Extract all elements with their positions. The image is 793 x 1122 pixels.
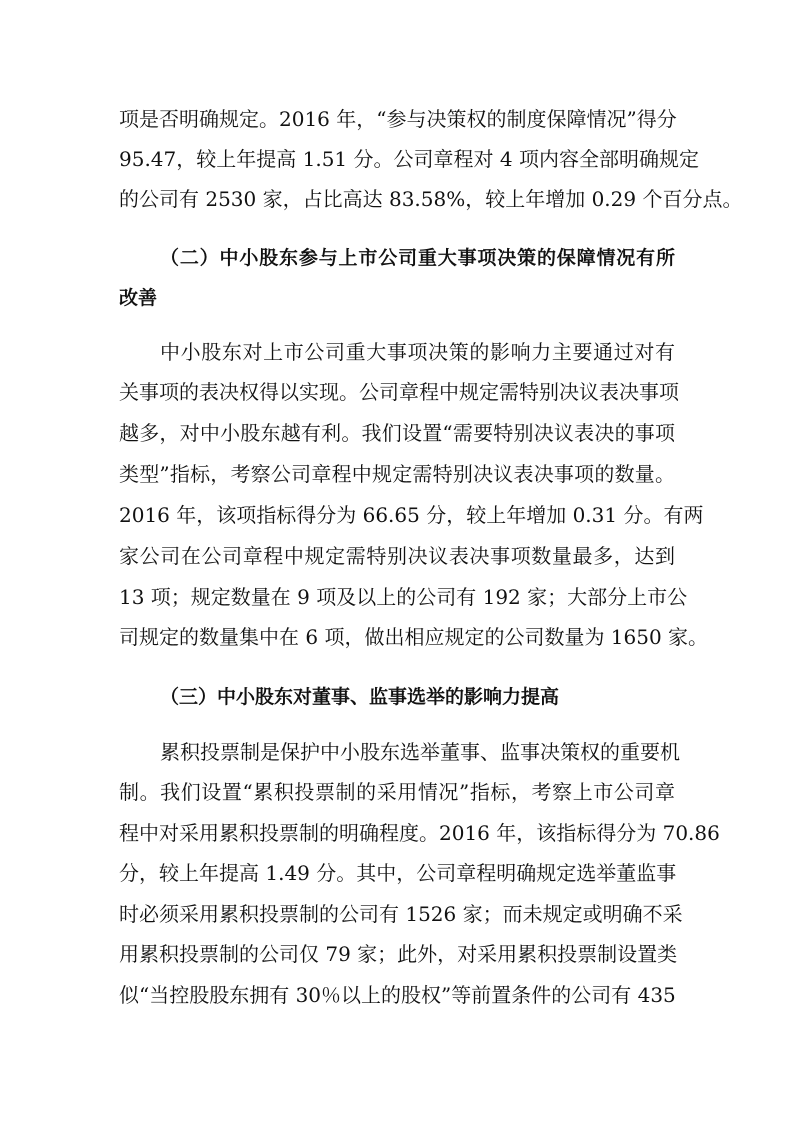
text-line: 越多，对中小股东越有利。我们设置“需要特别决议表决的事项 [119,421,675,445]
text-line: 2016 年，该项指标得分为 66.65 分，较上年增加 0.31 分。有两 [119,503,704,527]
heading-line: （三）中小股东对董事、监事选举的影响力提高 [160,686,560,708]
text-line: 13 项；规定数量在 9 项及以上的公司有 192 家；大部分上市公 [119,585,688,609]
text-line: 的公司有 2530 家，占比高达 83.58%，较上年增加 0.29 个百分点。 [119,187,743,211]
text-line: 95.47，较上年提高 1.51 分。公司章程对 4 项内容全部明确规定 [119,147,699,171]
text-line: 关事项的表决权得以实现。公司章程中规定需特别决议表决事项 [119,380,679,404]
text-line: 中小股东对上市公司重大事项决策的影响力主要通过对有 [160,340,675,364]
text-line: 分，较上年提高 1.49 分。其中，公司章程明确规定选举董监事 [119,861,677,885]
text-line: 用累积投票制的公司仅 79 家；此外，对采用累积投票制设置类 [119,942,678,966]
text-line: 类型”指标，考察公司章程中规定需特别决议表决事项的数量。 [119,462,675,486]
text-line: 累积投票制是保护中小股东选举董事、监事决策权的重要机 [160,740,680,764]
heading-line: （二）中小股东参与上市公司重大事项决策的保障情况有所 [160,247,675,269]
text-line: 时必须采用累积投票制的公司有 1526 家；而未规定或明确不采 [119,902,683,926]
text-line: 似“当控股股东拥有 30％以上的股权”等前置条件的公司有 435 [119,983,676,1007]
text-line: 司规定的数量集中在 6 项，做出相应规定的公司数量为 1650 家。 [119,625,709,649]
text-line: 程中对采用累积投票制的明确程度。2016 年，该指标得分为 70.86 [119,821,720,845]
heading-line: 改善 [119,287,158,309]
text-line: 制。我们设置“累积投票制的采用情况”指标，考察上市公司章 [119,780,675,804]
text-line: 项是否明确规定。2016 年，“参与决策权的制度保障情况”得分 [119,107,677,131]
text-line: 家公司在公司章程中规定需特别决议表决事项数量最多，达到 [119,544,675,568]
